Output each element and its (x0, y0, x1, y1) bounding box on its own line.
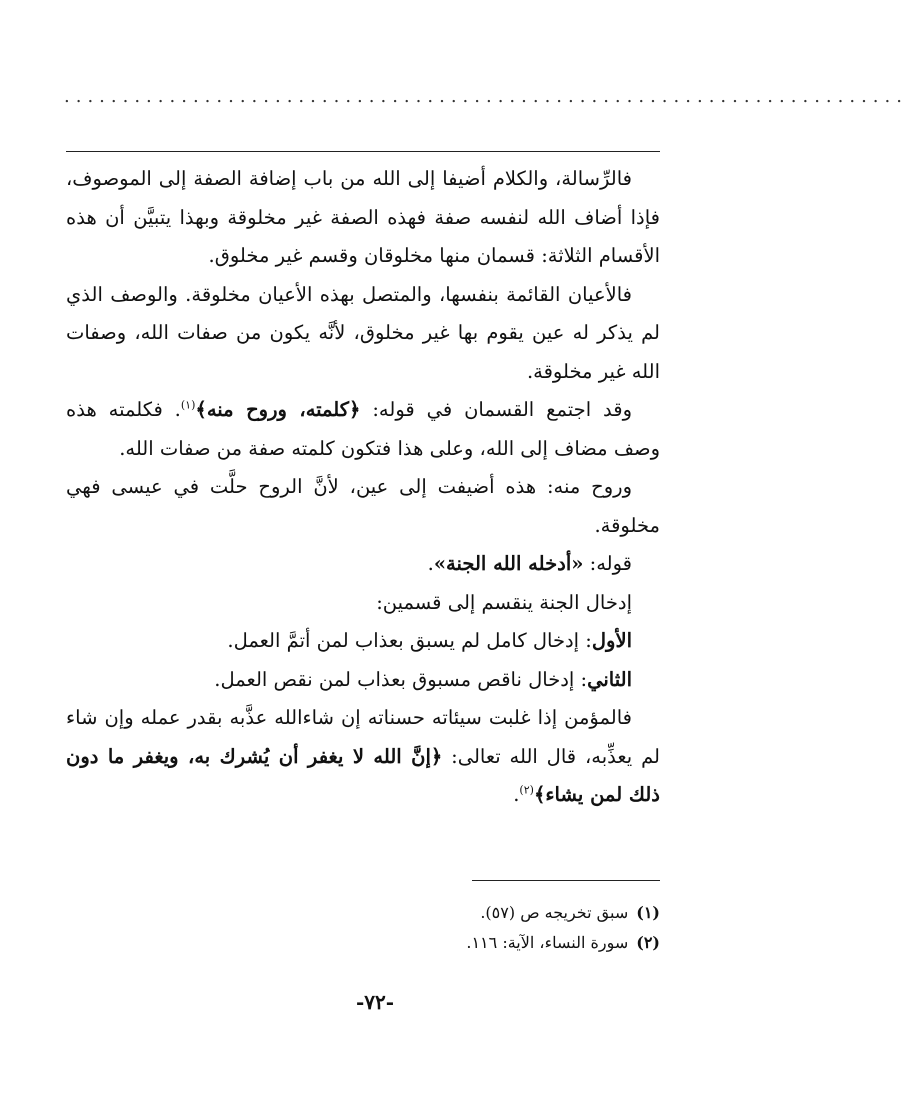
footnote-2 (66, 928, 660, 958)
footnotes (66, 898, 660, 958)
paragraph-6: إدخال الجنة ينقسم إلى قسمين: (376, 590, 632, 614)
paragraph-9 (66, 699, 660, 815)
paragraph-3-rest: . فكلمته هذه وصف مضاف إلى الله، وعلى هذا فتكون كلمته صفة من صفات الله. (66, 398, 660, 460)
quran-quote-2: ﴿إنَّ الله لا يغفر أن يُشرك به، ويغفر ما دون ذلك لمن يشاء﴾ (66, 744, 660, 806)
paragraph-8 (66, 661, 660, 700)
main-text (66, 160, 660, 815)
paragraph-2: فالأعيان القائمة بنفسها، والمتصل بهذه الأعيان مخلوقة. والوصف الذي لم يذكر له عين يقوم بها غير مخلوق، لأنَّه يكون من صفات الله، وصفات الله غير مخلوقة. (66, 282, 660, 383)
paragraph-7 (66, 622, 660, 661)
second-label: الثاني (587, 667, 632, 691)
header-rule (66, 151, 660, 152)
paragraph-3-intro: وقد اجتمع القسمان في قوله: (360, 398, 632, 421)
first-text: : إدخال كامل لم يسبق بعذاب لمن أتمَّ العمل. (227, 629, 592, 652)
footnote-1-number: (١) (636, 903, 660, 922)
footnote-separator (472, 880, 660, 881)
footnote-2-number: (٢) (636, 933, 660, 952)
paragraph-3 (66, 391, 660, 468)
first-label: الأول (591, 629, 632, 652)
paragraph-4: وروح منه: هذه أضيفت إلى عين، لأنَّ الروح حلَّت في عيسى فهي مخلوقة. (66, 475, 660, 537)
page-number: -٧٢- (355, 990, 395, 1014)
header-dotted-line: ........................................................................ (64, 86, 908, 107)
footnote-1 (66, 898, 660, 928)
paragraph-9-end: . (513, 783, 520, 806)
paragraph-9-intro: فالمؤمن إذا غلبت سيئاته حسناته إن شاءالله عذَّبه بقدر عمله وإن شاء لم يعذِّبه، قال الله تعالى: (66, 706, 660, 768)
paragraph-5 (66, 545, 660, 584)
paragraph-5-end: . (427, 552, 434, 575)
paragraph-1: فالرِّسالة، والكلام أضيفا إلى الله من باب إضافة الصفة إلى الموصوف، فإذا أضاف الله لنفسه صفة فهذه الصفة غير مخلوقة وبهذا يتبيَّن أن هذه الأقسام الثلاثة: قسمان منها مخلوقان وقسم غير مخلوق. (66, 167, 660, 267)
footnote-ref-1: (١) (180, 398, 196, 412)
quran-quote-1: ﴿كلمته، وروح منه﴾ (195, 398, 361, 421)
footnote-2-text: سورة النساء، الآية: ١١٦. (466, 933, 629, 952)
footnote-ref-2: (٢) (519, 783, 534, 797)
paragraph-5-intro: قوله: (583, 552, 632, 575)
second-text: : إدخال ناقص مسبوق بعذاب لمن نقص العمل. (214, 667, 588, 691)
footnote-1-text: سبق تخريجه ص (٥٧). (480, 903, 629, 922)
hadith-quote: «أدخله الله الجنة» (433, 552, 584, 575)
